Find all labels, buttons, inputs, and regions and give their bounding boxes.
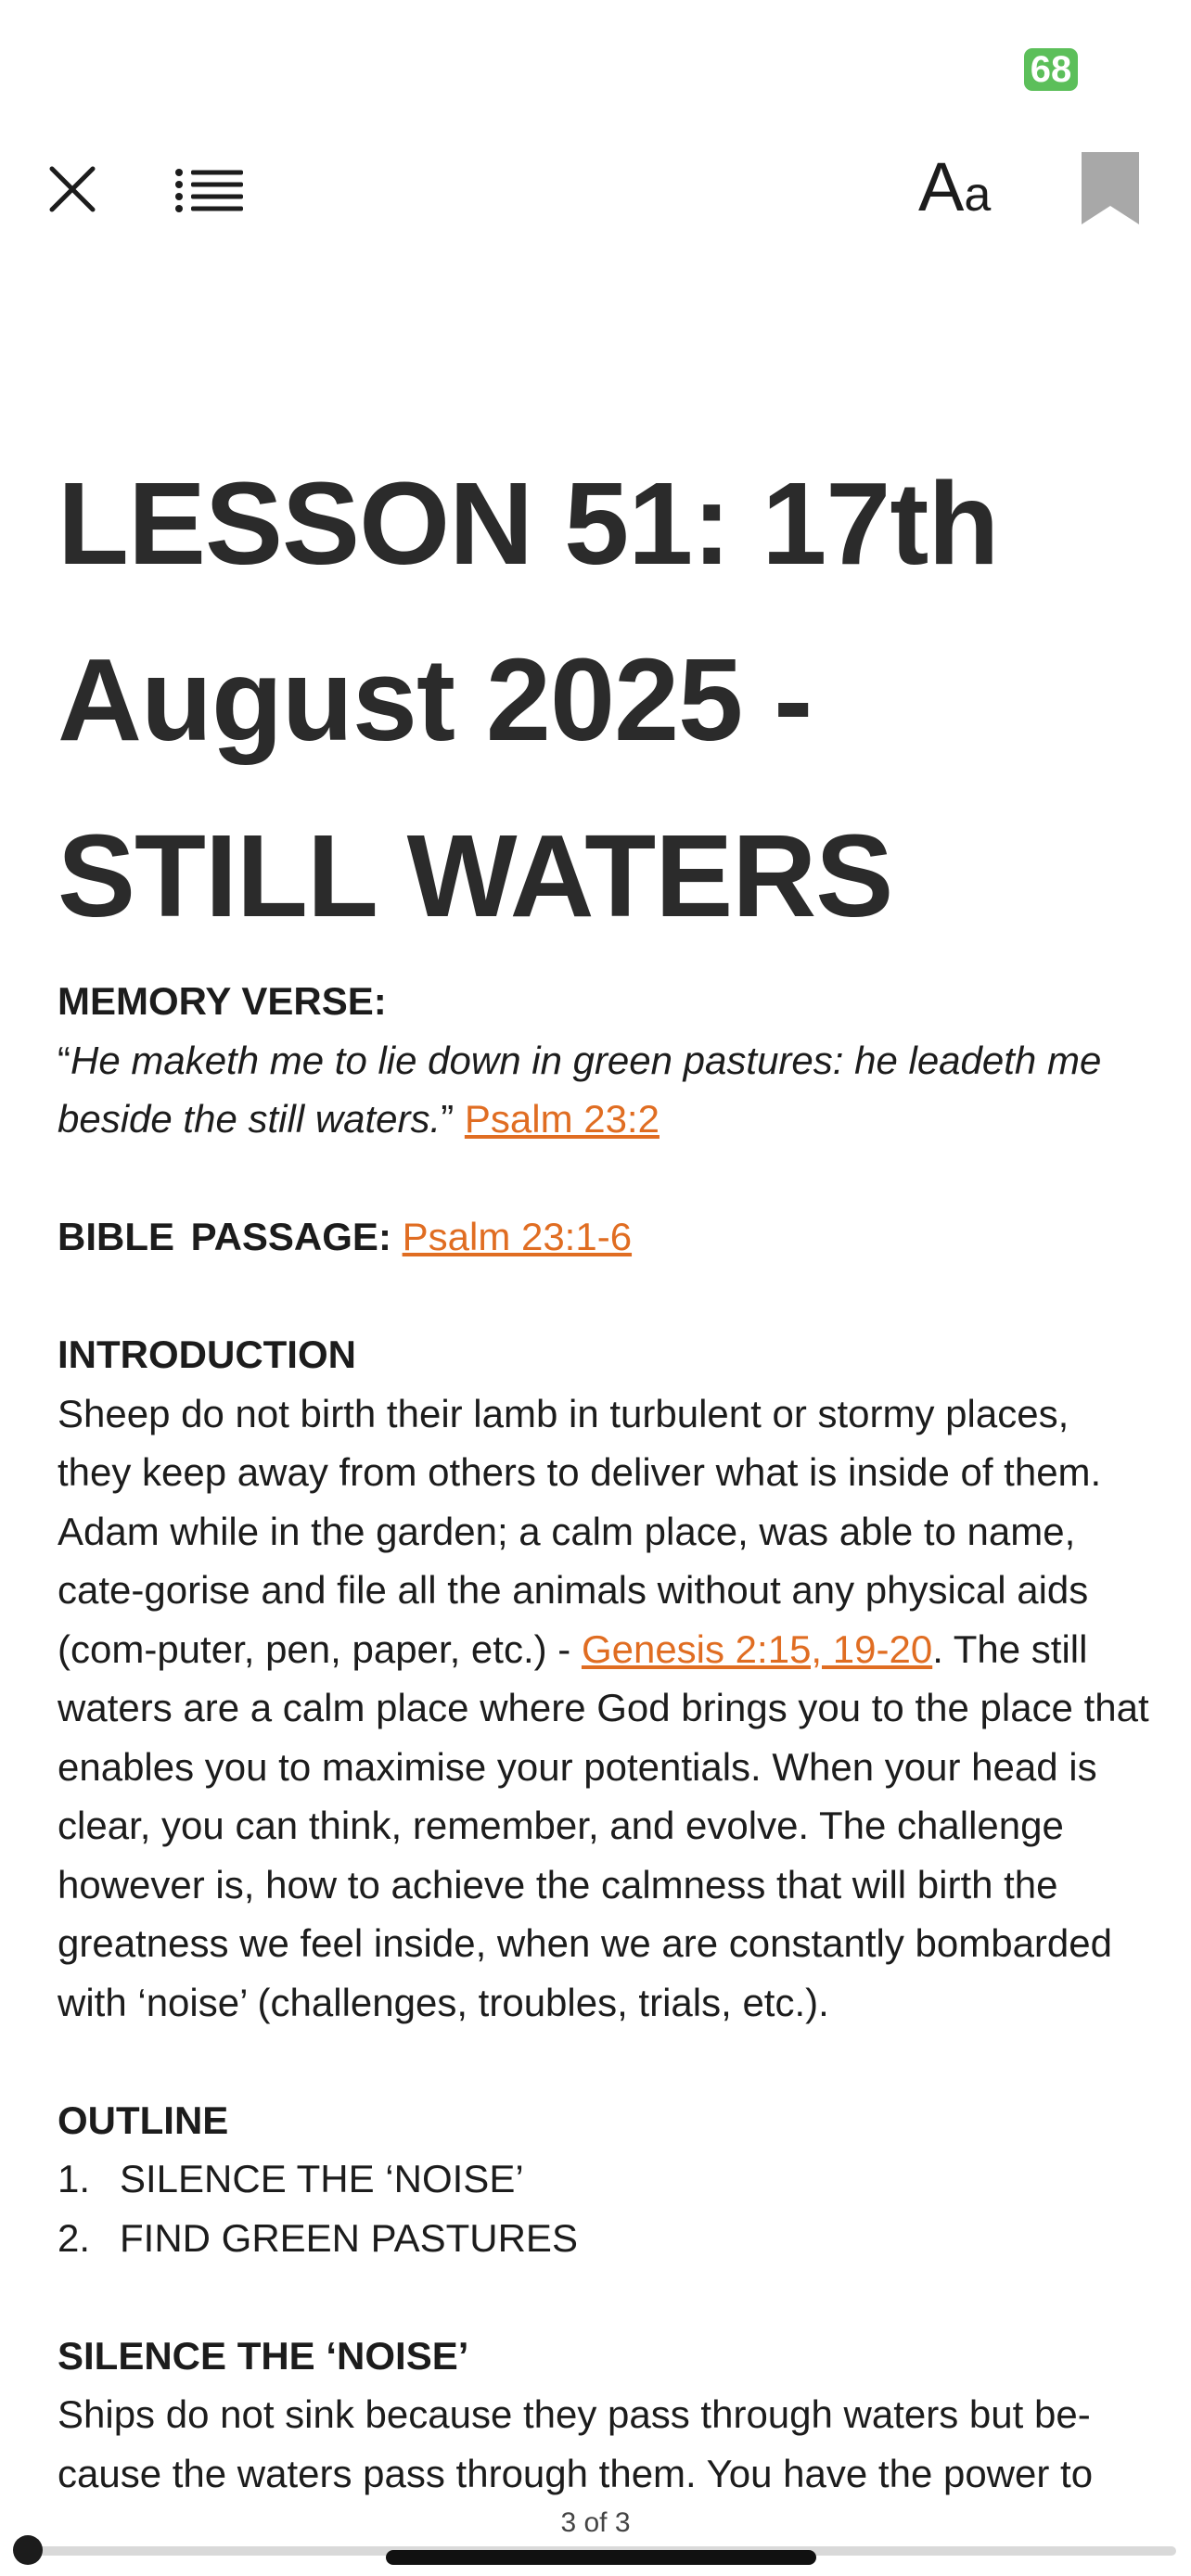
introduction-part-2: . The still waters are a calm place where God brings you to the place that enables you to maximise your potentials. When your head is clear, you can think, remember, and evolve. The challenge however is, how to achieve the calmness that will birth the greatness we feel inside, when we are constantly bombarded with ‘noise’ (challenges, troubles, trials, etc.). xyxy=(58,1626,1149,2024)
home-indicator[interactable] xyxy=(386,2550,816,2565)
title-line-3: STILL WATERS xyxy=(58,810,893,941)
bookmark-icon[interactable] xyxy=(1082,152,1139,224)
outline-heading: OUTLINE xyxy=(58,2098,229,2142)
title-line-2: August 2025 - xyxy=(58,634,813,765)
outline-item-number: 1. xyxy=(58,2157,91,2200)
title-line-1: LESSON 51: 17th xyxy=(58,458,999,589)
close-icon[interactable] xyxy=(46,163,98,215)
scrubber-handle[interactable] xyxy=(13,2535,43,2565)
battery-indicator: 68 xyxy=(1024,48,1078,91)
section-heading: SILENCE THE ‘NOISE’ xyxy=(58,2333,469,2378)
article-title xyxy=(58,436,1152,964)
introduction-part-1: Sheep do not birth their lamb in turbulent or stormy places, they keep away from others to deliver what is inside of them. Adam while in the garden; a calm place, was able to name, cate-gorise and file all the animals without any physical aids (com-puter, pen, paper, etc.) - xyxy=(58,1391,1102,1671)
introduction-heading: INTRODUCTION xyxy=(58,1333,356,1376)
outline-item-text: FIND GREEN PASTURES xyxy=(120,2215,578,2260)
font-settings-label-small: a xyxy=(964,168,992,222)
page-indicator: 3 of 3 xyxy=(560,2507,631,2538)
memory-verse-text: He maketh me to lie down in green pastures: he leadeth me beside the still waters. xyxy=(58,1038,1102,1141)
bible-passage-heading: BIBLE PASSAGE: xyxy=(58,1215,391,1258)
article-content xyxy=(58,436,1152,2503)
memory-verse xyxy=(58,1031,1152,1149)
list-icon[interactable] xyxy=(174,167,245,213)
introduction-text xyxy=(58,1384,1152,2033)
font-settings-button[interactable] xyxy=(918,148,992,225)
bible-passage xyxy=(58,1207,1152,1267)
section-text: Ships do not sink because they pass through waters but be-cause the waters pass through them. You have the power to xyxy=(58,2392,1094,2495)
outline-item-number: 2. xyxy=(58,2215,91,2260)
memory-verse-open-quote: “ xyxy=(58,1038,70,1082)
outline-item xyxy=(58,2149,1152,2209)
genesis-link[interactable]: Genesis 2:15, 19-20 xyxy=(581,1626,933,1671)
outline-item-text: SILENCE THE ‘NOISE’ xyxy=(120,2157,524,2200)
memory-verse-close-quote: ” xyxy=(441,1097,465,1141)
memory-verse-heading: MEMORY VERSE: xyxy=(58,979,387,1023)
memory-verse-link[interactable]: Psalm 23:2 xyxy=(464,1097,660,1141)
font-settings-label-big: A xyxy=(918,148,965,225)
bible-passage-link[interactable]: Psalm 23:1-6 xyxy=(402,1215,633,1258)
outline-item xyxy=(58,2209,1152,2268)
